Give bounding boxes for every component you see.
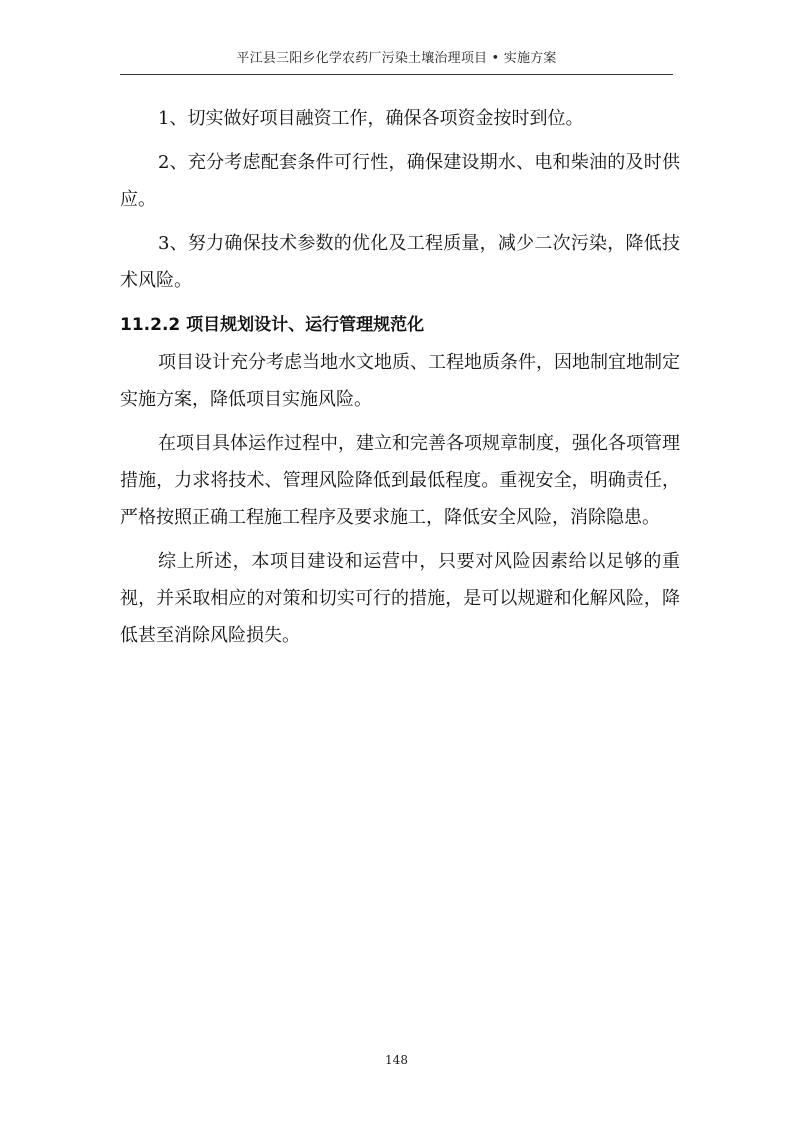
document-body <box>120 100 680 654</box>
header-rule <box>120 74 673 75</box>
body-paragraph-3: 综上所述，本项目建设和运营中，只要对风险因素给以足够的重视，并采取相应的对策和切实可行的措施，是可以规避和化解风险，降低甚至消除风险损失。 <box>120 551 680 646</box>
measure-paragraph-2: 2、充分考虑配套条件可行性，确保建设期水、电和柴油的及时供应。 <box>120 152 680 210</box>
body-paragraph-1: 项目设计充分考虑当地水文地质、工程地质条件，因地制宜地制定实施方案，降低项目实施风险。 <box>120 352 680 410</box>
measure-paragraph-3: 3、努力确保技术参数的优化及工程质量，减少二次污染，降低技术风险。 <box>120 233 680 291</box>
measure-paragraph-1: 1、切实做好项目融资工作，确保各项资金按时到位。 <box>158 108 584 129</box>
running-header: 平江县三阳乡化学农药厂污染土壤治理项目 • 实施方案 <box>236 51 557 66</box>
section-heading: 11.2.2 项目规划设计、运行管理规范化 <box>120 315 425 335</box>
body-paragraph-2: 在项目具体运作过程中，建立和完善各项规章制度，强化各项管理措施，力求将技术、管理风险降低到最低程度。重视安全，明确责任，严格按照正确工程施工程序及要求施工，降低安全风险，消除隐患。 <box>120 433 680 528</box>
page-number: 148 <box>385 1053 408 1067</box>
